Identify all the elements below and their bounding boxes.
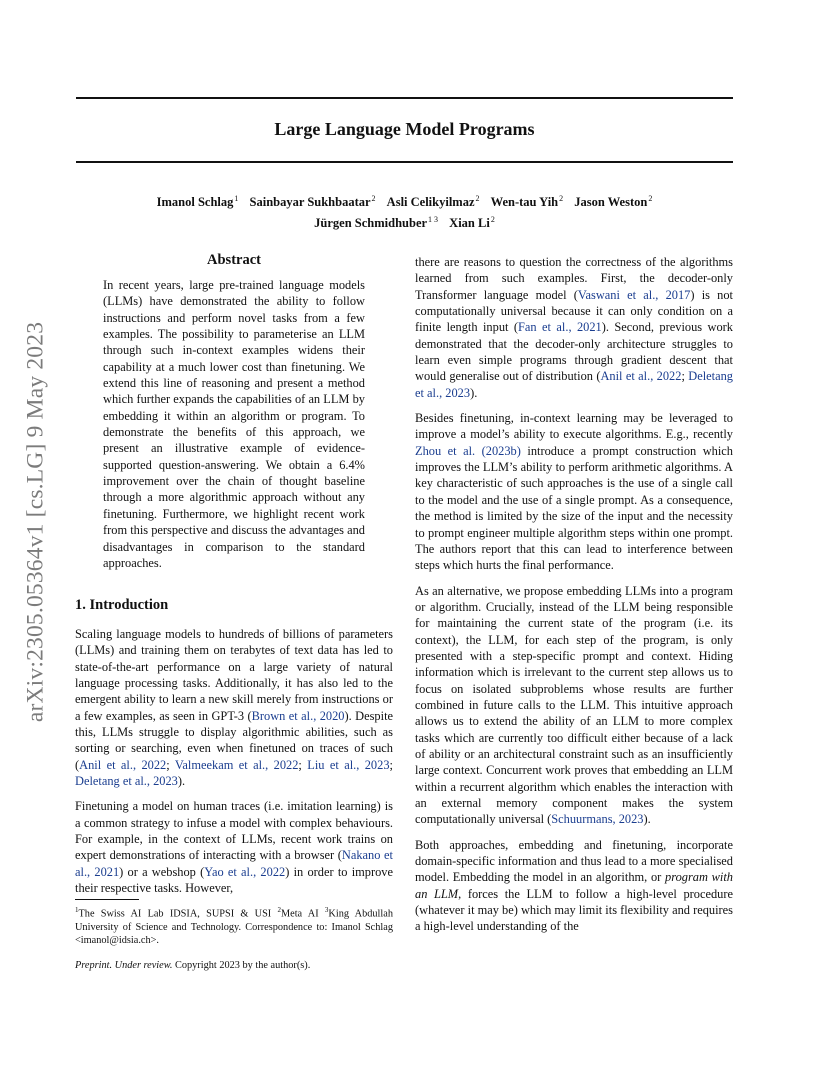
author: Jürgen Schmidhuber$^{1 3}$ bbox=[314, 215, 439, 231]
author: Jason Weston$^2$ bbox=[574, 194, 653, 210]
author-list bbox=[76, 190, 733, 232]
citation-link[interactable]: Deletang et al., 2023 bbox=[75, 774, 178, 789]
footnote-affiliations: $^1$The Swiss AI Lab IDSIA, SUPSI & USI $^2$Meta AI $^3$King Abdullah University of Science and Technology. Correspondence to: Imanol Schlag <imanol@idsia.ch>. bbox=[75, 906, 393, 946]
arxiv-sidebar-stamp bbox=[24, 290, 48, 754]
citation-link[interactable]: Liu et al., 2023 bbox=[307, 757, 390, 772]
author: Sainbayar Sukhbaatar$^2$ bbox=[249, 194, 376, 210]
citation-link[interactable]: Deletang et al., 2023 bbox=[415, 369, 733, 400]
paragraph: there are reasons to question the correctness of the algorithms learned from such examples. First, the decoder-only Transformer language model (Vaswani et al., 2017) is not computationally universal because it can only condition on a finite length input (Fan et al., 2021). Second, previous work demonstrated that the decoder-only architecture struggles to learn even simple programs through gradient descent that would generalise out of distribution (Anil et al., 2022; Deletang et al., 2023). bbox=[415, 255, 734, 400]
paragraph: Finetuning a model on human traces (i.e. imitation learning) is a common strategy to infuse a model with complex behaviours. For example, in the context of LLMs, recent work trains on expert demonstrations of interacting with a browser (Nakano et al., 2021) or a webshop (Yao et al., 2022) in order to improve their respective tasks. However, bbox=[75, 799, 393, 896]
top-rule bbox=[76, 97, 733, 99]
left-column-body bbox=[75, 626, 393, 906]
title-bottom-rule bbox=[76, 161, 733, 163]
citation-link[interactable]: Schuurmans, 2023 bbox=[551, 812, 644, 827]
preprint-notice: Preprint. Under review. Copyright 2023 by the author(s). bbox=[75, 960, 311, 971]
paragraph: Besides finetuning, in-context learning may be leveraged to improve a model’s ability to execute algorithms. E.g., recently Zhou et al. (2023b) introduce a prompt construction which improves the LLM’s ability to perform arithmetic algorithms. A key characteristic of such approaches is the use of a single call to the model and the use of a single prompt. As a consequence, the method is limited by the size of the input and the necessity to prompt engineer multiple algorithm steps within one prompt. The authors report that this can lead to interference between steps which hurts the final performance. bbox=[415, 411, 733, 573]
citation-link[interactable]: Anil et al., 2022 bbox=[600, 369, 682, 384]
arxiv-identifier: arXiv:2305.05364v1 [cs.LG] 9 May 2023 bbox=[22, 321, 49, 723]
paragraph: As an alternative, we propose embedding LLMs into a program or algorithm. Crucially, instead of the LLM being responsible for maintaining the current state of the program (i.e. its context), the LLM, for each step of the program, is only presented with a step-specific prompt and context. Hiding information which is irrelevant to the current step allows us to focus on isolated subproblems whose results are further combined in future calls to the LLM. This intuitive approach allows us to extend the ability of an LLM to more complex tasks which are currently too difficult either because of a lack of ability or an architectural constraint such as an insufficiently large context. Concurrent work proves that embedding an LLM within a recurrent algorithm which enables the interaction with an external memory component makes the system computationally universal (Schuurmans, 2023). bbox=[415, 583, 733, 827]
author: Asli Celikyilmaz$^2$ bbox=[386, 194, 480, 210]
paper-title: Large Language Model Programs bbox=[274, 119, 535, 139]
citation-link[interactable]: Yao et al., 2022 bbox=[204, 864, 286, 879]
citation-link[interactable]: Valmeekam et al., 2022 bbox=[174, 757, 299, 772]
section-heading-introduction: 1. Introduction bbox=[75, 597, 169, 613]
citation-link[interactable]: Vaswani et al., 2017 bbox=[577, 287, 691, 302]
citation-link[interactable]: Anil et al., 2022 bbox=[79, 757, 167, 772]
abstract-text: In recent years, large pre-trained language models (LLMs) have demonstrated the ability to follow instructions and perform novel tasks from a few examples. The possibility to parameterise an LLM through such in-context examples widens their capability at a much lower cost than finetuning. We extend this line of reasoning and present a method which further expands the capabilities of an LLM by embedding it within an algorithm or program. To demonstrate the benefits of this approach, we present an illustrative example of evidence-supported question-answering. We obtain a 6.4% improvement over the chain of thought baseline through a more algorithmic approach without any finetuning. Furthermore, we highlight recent work from this perspective and discuss the advantages and disadvantages in comparison to the standard approaches. bbox=[103, 278, 365, 570]
citation-link[interactable]: Brown et al., 2020 bbox=[251, 708, 345, 723]
author: Wen-tau Yih$^2$ bbox=[490, 194, 564, 210]
footnote-rule bbox=[75, 899, 139, 900]
paragraph: Both approaches, embedding and finetuning, incorporate domain-specific information and thus lead to a more specialised model. Embedding the model in an algorithm, or program with an LLM, forces the LLM to follow a high-level procedure (whatever it may be) which may limit its flexibility and requires a high-level understanding of the bbox=[415, 837, 733, 934]
citation-link[interactable]: Nakano et al., 2021 bbox=[75, 848, 393, 879]
abstract-heading: Abstract bbox=[207, 252, 261, 268]
author: Xian Li$^2$ bbox=[449, 215, 495, 231]
citation-link[interactable]: Fan et al., 2021 bbox=[518, 320, 602, 335]
author: Imanol Schlag$^1$ bbox=[156, 194, 239, 210]
right-column-body bbox=[415, 254, 733, 944]
paragraph: Scaling language models to hundreds of billions of parameters (LLMs) and training them on terabytes of text data has led to state-of-the-art performance on a large variety of natural language processing tasks. Additionally, it has also led to the emergent ability to learn a new skill merely from instructions or a few examples, as seen in GPT-3 (Brown et al., 2020). Despite this, LLMs struggle to display algorithmic abilities, such as sorting or searching, even when finetuned on traces of such (Anil et al., 2022; Valmeekam et al., 2022; Liu et al., 2023; Deletang et al., 2023). bbox=[75, 627, 394, 789]
citation-link[interactable]: Zhou et al. (2023b) bbox=[415, 443, 521, 458]
